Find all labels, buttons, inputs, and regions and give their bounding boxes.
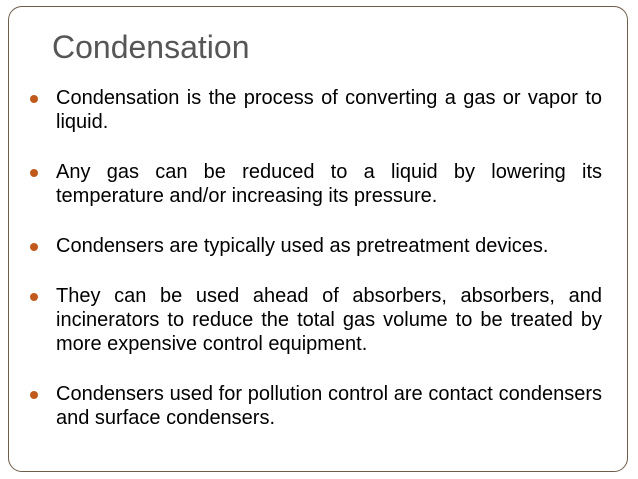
bullet-text: Condensation is the process of converting a gas or vapor to liquid. [56, 87, 602, 133]
bullet-text: Condensers used for pollution control are contact condensers and surface condensers. [56, 383, 602, 429]
slide-title: Condensation [52, 29, 250, 65]
bullet-item [26, 160, 602, 208]
bullet-dot-icon [30, 95, 38, 103]
bullet-text: They can be used ahead of absorbers, absorbers, and incinerators to reduce the total gas volume to be treated by more expensive control equipment. [56, 285, 602, 355]
bullet-dot-icon [30, 391, 38, 399]
bullet-dot-icon [30, 293, 38, 301]
bullet-text: Any gas can be reduced to a liquid by lowering its temperature and/or increasing its pressure. [56, 161, 602, 207]
bullet-text: Condensers are typically used as pretreatment devices. [56, 235, 549, 257]
bullet-dot-icon [30, 169, 38, 177]
bullet-item [26, 284, 602, 356]
bullet-item [26, 86, 602, 134]
bullet-list [26, 86, 602, 456]
bullet-dot-icon [30, 243, 38, 251]
bullet-item [26, 382, 602, 430]
bullet-item [26, 234, 602, 258]
